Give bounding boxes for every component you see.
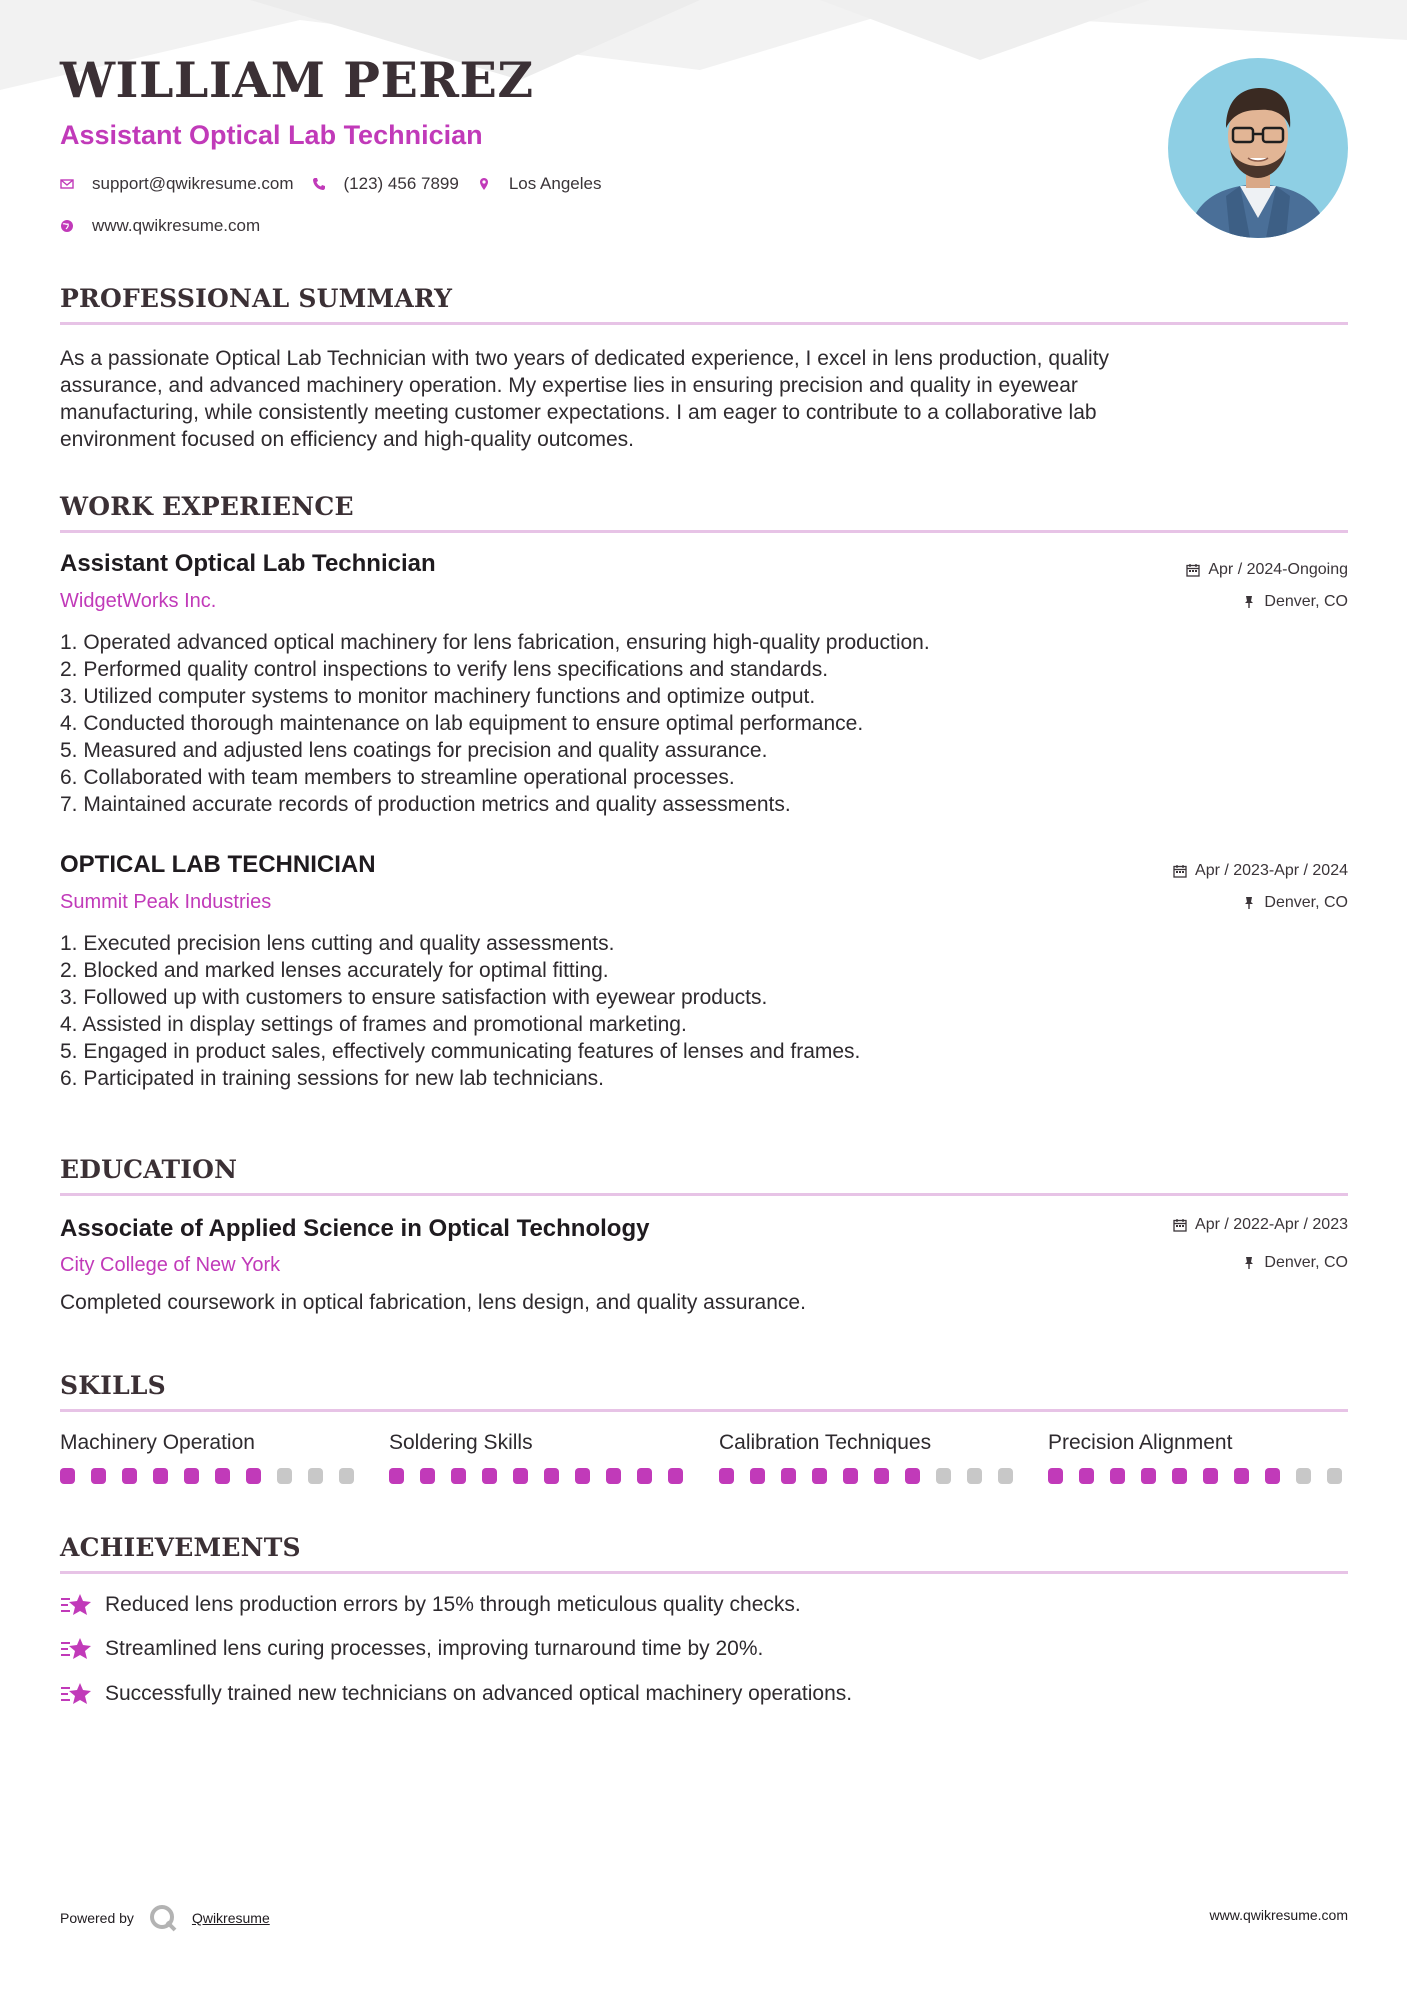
- degree-title: Associate of Applied Science in Optical Technology: [60, 1215, 650, 1242]
- email-icon: [60, 177, 74, 191]
- job-dates: [1186, 561, 1348, 579]
- website-row: [60, 216, 260, 236]
- skills-heading: SKILLS: [60, 1371, 166, 1400]
- list-item: 2. Blocked and marked lenses accurately for optimal fitting.: [60, 959, 609, 982]
- job-dates-text: Apr / 2023-Apr / 2024: [1195, 862, 1348, 879]
- list-item: 7. Maintained accurate records of production metrics and quality assessments.: [60, 793, 791, 816]
- experience-divider: [60, 530, 1348, 533]
- skill-dot-empty: [308, 1468, 323, 1484]
- skill-dot-filled: [153, 1468, 168, 1484]
- list-item: 6. Participated in training sessions for new lab technicians.: [60, 1067, 604, 1090]
- skill-item: [389, 1431, 683, 1484]
- job-company: Summit Peak Industries: [60, 891, 272, 913]
- skill-rating: [389, 1468, 683, 1484]
- summary-heading: PROFESSIONAL SUMMARY: [60, 284, 453, 313]
- skill-dot-filled: [451, 1468, 466, 1484]
- summary-text: [60, 345, 1350, 453]
- skill-dot-empty: [277, 1468, 292, 1484]
- list-item: 1. Operated advanced optical machinery for lens fabrication, ensuring high-quality production.: [60, 631, 930, 654]
- skill-dot-filled: [812, 1468, 827, 1484]
- job-location: [1242, 593, 1348, 611]
- shooting-star-icon: [60, 1680, 92, 1708]
- skill-dot-filled: [544, 1468, 559, 1484]
- skill-dot-filled: [1172, 1468, 1187, 1484]
- job-duties-list: [60, 930, 1260, 1092]
- education-dates-text: Apr / 2022-Apr / 2023: [1195, 1216, 1348, 1233]
- skill-dot-filled: [1079, 1468, 1094, 1484]
- skill-name: Calibration Techniques: [719, 1431, 932, 1454]
- skill-dot-filled: [874, 1468, 889, 1484]
- list-item: 3. Utilized computer systems to monitor machinery functions and optimize output.: [60, 685, 816, 708]
- shooting-star-icon: [60, 1591, 92, 1619]
- summary-line: assurance, and advanced machinery operation. My expertise lies in ensuring precision and quality in eyewear: [60, 374, 1078, 397]
- calendar-icon: [1173, 1218, 1187, 1232]
- candidate-name: WILLIAM PEREZ: [60, 51, 534, 109]
- summary-divider: [60, 322, 1348, 325]
- skill-dot-filled: [750, 1468, 765, 1484]
- education-divider: [60, 1193, 1348, 1196]
- achievement-text: Successfully trained new technicians on advanced optical machinery operations.: [105, 1682, 853, 1705]
- skill-dot-empty: [936, 1468, 951, 1484]
- skill-dot-filled: [1234, 1468, 1249, 1484]
- list-item: 3. Followed up with customers to ensure satisfaction with eyewear products.: [60, 986, 768, 1009]
- candidate-role: Assistant Optical Lab Technician: [60, 120, 483, 150]
- summary-line: environment focused on efficiency and high-quality outcomes.: [60, 428, 634, 451]
- skill-item: [719, 1431, 1013, 1484]
- skill-dot-filled: [668, 1468, 683, 1484]
- achievement-text: Reduced lens production errors by 15% through meticulous quality checks.: [105, 1593, 801, 1616]
- skill-dot-filled: [482, 1468, 497, 1484]
- skill-dot-filled: [60, 1468, 75, 1484]
- list-item: 2. Performed quality control inspections to verify lens specifications and standards.: [60, 658, 829, 681]
- skill-rating: [60, 1468, 354, 1484]
- pushpin-icon: [1242, 595, 1256, 609]
- shooting-star-icon: [60, 1635, 92, 1663]
- skill-name: Precision Alignment: [1048, 1431, 1233, 1454]
- skill-dot-filled: [184, 1468, 199, 1484]
- job-location-text: Denver, CO: [1264, 894, 1348, 911]
- summary-line: manufacturing, while consistently meeting customer expectations. I am eager to contribute to a collaborative lab: [60, 401, 1097, 424]
- skill-dot-filled: [606, 1468, 621, 1484]
- achievements-divider: [60, 1571, 1348, 1574]
- skill-dot-filled: [719, 1468, 734, 1484]
- qwikresume-link[interactable]: Qwikresume: [191, 1910, 270, 1926]
- skill-dot-empty: [1296, 1468, 1311, 1484]
- skill-dot-filled: [1203, 1468, 1218, 1484]
- achievement-item: [60, 1635, 763, 1663]
- list-item: 1. Executed precision lens cutting and quality assessments.: [60, 932, 615, 955]
- skill-dot-empty: [339, 1468, 354, 1484]
- education-location: [1242, 1254, 1348, 1272]
- calendar-icon: [1173, 864, 1187, 878]
- education-description: Completed coursework in optical fabrication, lens design, and quality assurance.: [60, 1291, 806, 1314]
- pushpin-icon: [1242, 896, 1256, 910]
- list-item: 5. Measured and adjusted lens coatings for precision and quality assurance.: [60, 739, 768, 762]
- job-title: Assistant Optical Lab Technician: [60, 550, 436, 577]
- skill-dot-filled: [215, 1468, 230, 1484]
- skill-item: [60, 1431, 354, 1484]
- job-dates-text: Apr / 2024-Ongoing: [1208, 561, 1348, 578]
- achievement-text: Streamlined lens curing processes, improving turnaround time by 20%.: [105, 1637, 764, 1660]
- skill-dot-filled: [905, 1468, 920, 1484]
- skill-dot-filled: [1141, 1468, 1156, 1484]
- skill-rating: [1048, 1468, 1342, 1484]
- profile-photo: [1168, 58, 1348, 238]
- skill-dot-filled: [513, 1468, 528, 1484]
- skill-dot-filled: [389, 1468, 404, 1484]
- qwikresume-logo-icon: [148, 1903, 178, 1933]
- achievement-item: [60, 1591, 801, 1619]
- globe-icon: [60, 219, 74, 233]
- calendar-icon: [1186, 563, 1200, 577]
- skill-dot-empty: [967, 1468, 982, 1484]
- skill-dot-filled: [637, 1468, 652, 1484]
- phone-number: (123) 456 7899: [343, 174, 459, 193]
- achievements-heading: ACHIEVEMENTS: [60, 1533, 301, 1562]
- location-text: Los Angeles: [508, 174, 602, 193]
- job-title: OPTICAL LAB TECHNICIAN: [60, 851, 376, 878]
- job-company: WidgetWorks Inc.: [60, 590, 217, 612]
- skill-dot-filled: [843, 1468, 858, 1484]
- skill-dot-filled: [420, 1468, 435, 1484]
- list-item: 5. Engaged in product sales, effectively communicating features of lenses and frames.: [60, 1040, 861, 1063]
- job-duties-list: [60, 629, 1260, 818]
- footer-branding: [60, 1903, 270, 1933]
- footer-website-link[interactable]: www.qwikresume.com: [1209, 1907, 1348, 1923]
- skill-dot-filled: [122, 1468, 137, 1484]
- website-link[interactable]: www.qwikresume.com: [92, 216, 261, 235]
- contact-row: [60, 174, 601, 194]
- skills-divider: [60, 1409, 1348, 1412]
- skill-dot-filled: [575, 1468, 590, 1484]
- skill-item: [1048, 1431, 1342, 1484]
- job-location-text: Denver, CO: [1264, 593, 1348, 610]
- achievement-item: [60, 1680, 852, 1708]
- list-item: 4. Conducted thorough maintenance on lab equipment to ensure optimal performance.: [60, 712, 864, 735]
- skill-rating: [719, 1468, 1013, 1484]
- summary-line: As a passionate Optical Lab Technician with two years of dedicated experience, I excel in lens production, quality: [60, 347, 1110, 370]
- list-item: 4. Assisted in display settings of frames and promotional marketing.: [60, 1013, 687, 1036]
- skill-dot-filled: [1265, 1468, 1280, 1484]
- location-pin-icon: [477, 177, 491, 191]
- powered-by-label: Powered by: [60, 1910, 134, 1926]
- skill-dot-filled: [1048, 1468, 1063, 1484]
- school-name: City College of New York: [60, 1254, 281, 1276]
- job-location: [1242, 894, 1348, 912]
- skill-dot-filled: [1110, 1468, 1125, 1484]
- pushpin-icon: [1242, 1256, 1256, 1270]
- job-dates: [1173, 862, 1348, 880]
- education-heading: EDUCATION: [60, 1155, 238, 1184]
- skill-name: Machinery Operation: [60, 1431, 255, 1454]
- education-dates: [1173, 1216, 1348, 1234]
- experience-heading: WORK EXPERIENCE: [60, 492, 354, 521]
- skill-dot-empty: [1327, 1468, 1342, 1484]
- skill-name: Soldering Skills: [389, 1431, 533, 1454]
- education-location-text: Denver, CO: [1264, 1254, 1348, 1271]
- list-item: 6. Collaborated with team members to streamline operational processes.: [60, 766, 735, 789]
- skill-dot-empty: [998, 1468, 1013, 1484]
- phone-icon: [312, 177, 326, 191]
- skill-dot-filled: [781, 1468, 796, 1484]
- email-link[interactable]: support@qwikresume.com: [92, 174, 294, 193]
- skill-dot-filled: [91, 1468, 106, 1484]
- skill-dot-filled: [246, 1468, 261, 1484]
